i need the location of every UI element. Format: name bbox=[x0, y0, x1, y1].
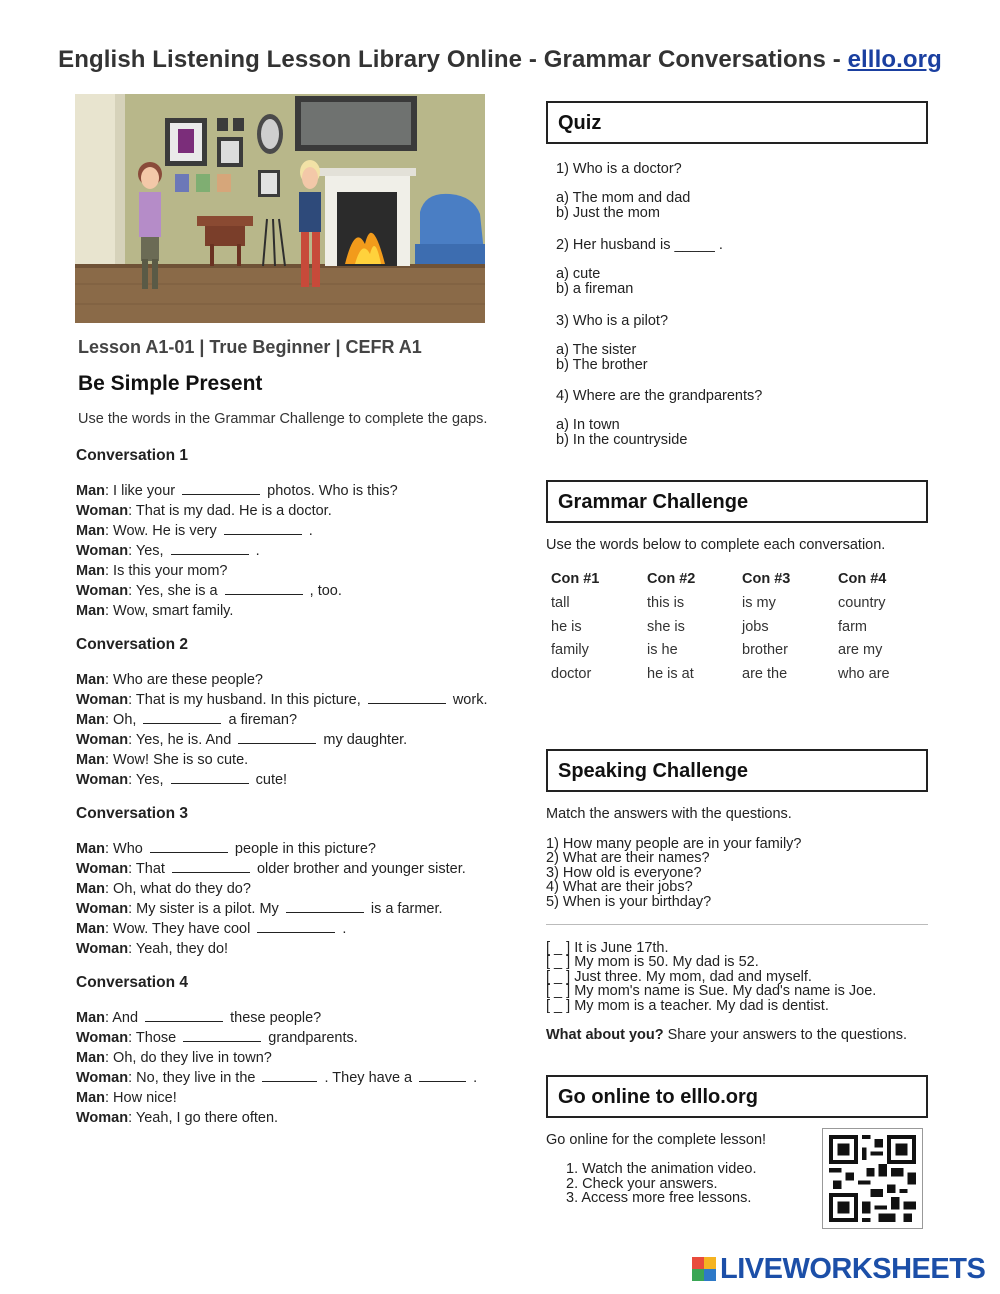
word-cell: tall bbox=[551, 595, 570, 611]
dialogue-line bbox=[76, 581, 516, 601]
speaking-answer[interactable]: [ _ ] My mom's name is Sue. My dad's name is Joe. bbox=[546, 983, 877, 999]
word-cell: doctor bbox=[551, 665, 592, 682]
word-column bbox=[647, 571, 743, 689]
column-header: Con #3 bbox=[742, 571, 791, 587]
qr-code[interactable] bbox=[822, 1128, 923, 1229]
dialogue-line bbox=[76, 690, 516, 710]
speaker: Woman bbox=[76, 772, 129, 788]
speaker: Man bbox=[76, 563, 105, 579]
conversation-4 bbox=[76, 974, 516, 1128]
dialogue-line bbox=[76, 521, 516, 541]
lesson-meta: Lesson A1-01 | True Beginner | CEFR A1 bbox=[78, 337, 422, 357]
word-cell: are my bbox=[838, 642, 883, 658]
lesson-instructions: Use the words in the Grammar Challenge to complete the gaps. bbox=[78, 411, 488, 427]
quiz-option[interactable]: a) The sister bbox=[556, 342, 637, 358]
line-text: photos. Who is this? bbox=[263, 483, 398, 499]
speaking-question: 1) How many people are in your family? bbox=[546, 836, 802, 852]
line-text: : Yes, bbox=[128, 772, 164, 788]
line-text: is a farmer. bbox=[366, 901, 443, 917]
column-header: Con #4 bbox=[838, 571, 887, 587]
line-text: : Those bbox=[128, 1030, 177, 1046]
page-title bbox=[0, 46, 1000, 74]
dialogue-line bbox=[76, 481, 516, 501]
word-cell: family bbox=[551, 642, 589, 658]
speaking-answer[interactable]: [ _ ] It is June 17th. bbox=[546, 940, 669, 956]
go-online-intro: Go online for the complete lesson! bbox=[546, 1132, 767, 1148]
line-text: : And bbox=[105, 1010, 139, 1026]
dialogue-line bbox=[76, 1048, 516, 1068]
dialogue-line bbox=[76, 899, 516, 919]
line-text: a fireman? bbox=[224, 712, 298, 728]
gap-blank[interactable] bbox=[182, 481, 260, 495]
speaker: Woman bbox=[76, 1030, 129, 1046]
line-text: people in this picture? bbox=[230, 841, 376, 857]
speaking-answer[interactable]: [ _ ] Just three. My mom, dad and myself. bbox=[546, 969, 812, 985]
speaker: Woman bbox=[76, 732, 129, 748]
quiz-heading: Quiz bbox=[546, 101, 928, 144]
line-text: : Who bbox=[105, 841, 143, 857]
line-text: : That is my dad. He is a doctor. bbox=[128, 503, 332, 519]
line-text: : That bbox=[128, 861, 165, 877]
quiz-question: 2) Her husband is _____ . bbox=[556, 237, 723, 253]
line-text: : Wow, smart family. bbox=[105, 603, 234, 619]
liveworksheets-badge-icon bbox=[692, 1257, 716, 1281]
speaker: Man bbox=[76, 483, 105, 499]
dialogue-line bbox=[76, 1108, 516, 1128]
word-cell: farm bbox=[838, 618, 867, 635]
speaker: Man bbox=[76, 672, 105, 688]
quiz-question: 1) Who is a doctor? bbox=[556, 161, 682, 177]
dialogue-line bbox=[76, 670, 516, 690]
gap-blank[interactable] bbox=[286, 899, 364, 913]
gap-blank[interactable] bbox=[172, 859, 250, 873]
line-text: : Yeah, I go there often. bbox=[128, 1110, 279, 1126]
dialogue-line bbox=[76, 710, 516, 730]
quiz-option[interactable]: a) The mom and dad bbox=[556, 190, 691, 206]
speaker: Man bbox=[76, 921, 105, 937]
dialogue-line bbox=[76, 1068, 516, 1088]
line-text: : Yeah, they do! bbox=[128, 941, 229, 957]
word-cell: are the bbox=[742, 665, 788, 682]
grammar-instructions: Use the words below to complete each conversation. bbox=[546, 537, 886, 553]
line-text: my daughter. bbox=[319, 732, 408, 748]
what-about-you-text: Share your answers to the questions. bbox=[663, 1027, 908, 1043]
conversation-2 bbox=[76, 636, 516, 790]
line-text: : My sister is a pilot. My bbox=[128, 901, 279, 917]
word-cell: is my bbox=[742, 595, 776, 611]
liveworksheets-logo[interactable] bbox=[692, 1253, 985, 1285]
speaker: Man bbox=[76, 752, 105, 768]
gap-blank[interactable] bbox=[145, 1008, 223, 1022]
go-online-heading: Go online to elllo.org bbox=[546, 1075, 928, 1118]
speaking-challenge-heading: Speaking Challenge bbox=[546, 749, 928, 792]
dialogue-line bbox=[76, 601, 516, 621]
speaking-instructions: Match the answers with the questions. bbox=[546, 806, 792, 822]
speaking-answer[interactable]: [ _ ] My mom is 50. My dad is 52. bbox=[546, 954, 759, 970]
dialogue-line bbox=[76, 919, 516, 939]
gap-blank[interactable] bbox=[183, 1028, 261, 1042]
conversation-heading: Conversation 2 bbox=[76, 636, 188, 653]
speaker: Woman bbox=[76, 583, 129, 599]
speaker: Man bbox=[76, 523, 105, 539]
speaker: Woman bbox=[76, 1070, 129, 1086]
line-text: . bbox=[304, 523, 313, 539]
dialogue-line bbox=[76, 879, 516, 899]
speaker: Man bbox=[76, 841, 105, 857]
line-text: : I like your bbox=[105, 483, 176, 499]
dialogue-line bbox=[76, 750, 516, 770]
quiz-option[interactable]: a) In town bbox=[556, 417, 620, 433]
speaker: Man bbox=[76, 1050, 105, 1066]
lesson-title: Be Simple Present bbox=[78, 372, 263, 395]
line-text: grandparents. bbox=[264, 1030, 358, 1046]
gap-blank[interactable] bbox=[225, 581, 303, 595]
line-text: work. bbox=[448, 692, 488, 708]
line-text: : Oh, do they live in town? bbox=[105, 1050, 272, 1066]
quiz-option[interactable]: b) The brother bbox=[556, 357, 648, 373]
dialogue-line bbox=[76, 1028, 516, 1048]
gap-blank[interactable] bbox=[171, 770, 249, 784]
quiz-option[interactable]: a) cute bbox=[556, 266, 601, 282]
word-column bbox=[742, 571, 838, 689]
line-text: : Wow. He is very bbox=[105, 523, 217, 539]
line-text: : No, they live in the bbox=[128, 1070, 256, 1086]
dialogue-line bbox=[76, 770, 516, 790]
living-room-scene bbox=[75, 94, 485, 323]
speaker: Woman bbox=[76, 503, 129, 519]
gap-blank[interactable] bbox=[257, 919, 335, 933]
word-cell: he is at bbox=[647, 665, 694, 682]
word-cell: country bbox=[838, 595, 886, 611]
speaking-question: 4) What are their jobs? bbox=[546, 879, 693, 895]
speaking-question: 3) How old is everyone? bbox=[546, 865, 702, 881]
liveworksheets-logo-text: LIVEWORKSHEETS bbox=[720, 1252, 986, 1285]
conversation-heading: Conversation 3 bbox=[76, 805, 188, 822]
quiz-question: 4) Where are the grandparents? bbox=[556, 388, 763, 404]
line-text: : Oh, bbox=[105, 712, 137, 728]
line-text: . They have a bbox=[320, 1070, 413, 1086]
conversation-3 bbox=[76, 805, 516, 959]
quiz-option[interactable]: b) In the countryside bbox=[556, 432, 688, 448]
line-text: : How nice! bbox=[105, 1090, 177, 1106]
column-header: Con #1 bbox=[551, 571, 600, 587]
quiz-option[interactable]: b) Just the mom bbox=[556, 205, 660, 221]
page-title-text: English Listening Lesson Library Online - Grammar Conversations - bbox=[58, 46, 848, 73]
word-cell: he is bbox=[551, 618, 582, 635]
what-about-you-label: What about you? bbox=[546, 1027, 664, 1043]
dialogue-line bbox=[76, 839, 516, 859]
gap-blank[interactable] bbox=[150, 839, 228, 853]
speaker: Woman bbox=[76, 1110, 129, 1126]
line-text: cute! bbox=[251, 772, 288, 788]
speaker: Woman bbox=[76, 901, 129, 917]
what-about-you bbox=[546, 1028, 907, 1043]
line-text: . bbox=[469, 1070, 478, 1086]
word-column bbox=[551, 571, 647, 689]
line-text: older brother and younger sister. bbox=[252, 861, 466, 877]
line-text: . bbox=[338, 921, 347, 937]
gap-blank[interactable] bbox=[419, 1068, 466, 1082]
line-text: : Is this your mom? bbox=[105, 563, 228, 579]
speaker: Man bbox=[76, 1090, 105, 1106]
speaker: Man bbox=[76, 712, 105, 728]
dialogue-line bbox=[76, 541, 516, 561]
word-cell: brother bbox=[742, 642, 788, 658]
word-cell: jobs bbox=[742, 618, 769, 635]
speaker: Man bbox=[76, 1010, 105, 1026]
line-text: : Wow. They have cool bbox=[105, 921, 251, 937]
dialogue-line bbox=[76, 501, 516, 521]
conversation-1 bbox=[76, 447, 516, 621]
dialogue-line bbox=[76, 730, 516, 750]
column-header: Con #2 bbox=[647, 571, 696, 587]
dialogue-line bbox=[76, 939, 516, 959]
line-text: : Yes, she is a bbox=[128, 583, 218, 599]
line-text: . bbox=[251, 543, 260, 559]
gap-blank[interactable] bbox=[224, 521, 302, 535]
line-text: : Oh, what do they do? bbox=[105, 881, 251, 897]
word-cell: who are bbox=[838, 665, 890, 682]
speaker: Woman bbox=[76, 861, 129, 877]
qr-code-icon bbox=[829, 1135, 916, 1222]
line-text: : That is my husband. In this picture, bbox=[128, 692, 361, 708]
word-column bbox=[838, 571, 934, 689]
divider bbox=[546, 924, 928, 925]
go-online-step: 2. Check your answers. bbox=[566, 1176, 718, 1192]
dialogue-line bbox=[76, 859, 516, 879]
speaking-question: 2) What are their names? bbox=[546, 850, 710, 866]
word-cell: she is bbox=[647, 618, 685, 635]
conversation-heading: Conversation 1 bbox=[76, 447, 188, 464]
line-text: , too. bbox=[305, 583, 342, 599]
line-text: : Wow! She is so cute. bbox=[105, 752, 249, 768]
quiz-question: 3) Who is a pilot? bbox=[556, 313, 669, 329]
speaker: Man bbox=[76, 881, 105, 897]
go-online-step: 1. Watch the animation video. bbox=[566, 1161, 757, 1177]
word-cell: is he bbox=[647, 642, 678, 658]
go-online-step: 3. Access more free lessons. bbox=[566, 1190, 752, 1206]
line-text: these people? bbox=[226, 1010, 322, 1026]
conversation-heading: Conversation 4 bbox=[76, 974, 188, 991]
line-text: : Yes, bbox=[128, 543, 164, 559]
dialogue-line bbox=[76, 561, 516, 581]
gap-blank[interactable] bbox=[262, 1068, 317, 1082]
word-cell: this is bbox=[647, 595, 685, 611]
gap-blank[interactable] bbox=[171, 541, 249, 555]
speaking-question: 5) When is your birthday? bbox=[546, 894, 712, 910]
gap-blank[interactable] bbox=[238, 730, 316, 744]
gap-blank[interactable] bbox=[368, 690, 446, 704]
speaking-answer[interactable]: [ _ ] My mom is a teacher. My dad is dentist. bbox=[546, 998, 829, 1014]
speaker: Man bbox=[76, 603, 105, 619]
dialogue-line bbox=[76, 1088, 516, 1108]
speaker: Woman bbox=[76, 692, 129, 708]
line-text: : Yes, he is. And bbox=[128, 732, 232, 748]
quiz-option[interactable]: b) a fireman bbox=[556, 281, 634, 297]
grammar-challenge-heading: Grammar Challenge bbox=[546, 480, 928, 523]
gap-blank[interactable] bbox=[143, 710, 221, 724]
line-text: : Who are these people? bbox=[105, 672, 263, 688]
speaker: Woman bbox=[76, 543, 129, 559]
site-link[interactable]: elllo.org bbox=[847, 46, 942, 73]
speaker: Woman bbox=[76, 941, 129, 957]
lesson-illustration bbox=[75, 94, 485, 323]
dialogue-line bbox=[76, 1008, 516, 1028]
